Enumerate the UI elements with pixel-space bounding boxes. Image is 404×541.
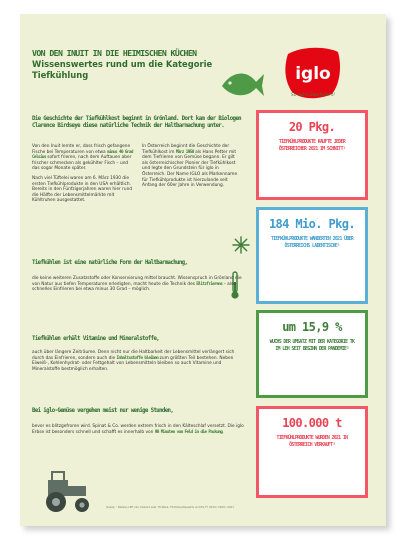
- section-text: [32, 276, 244, 293]
- intro-lead: Die Geschichte der Tiefkühlkost beginnt in Grönland. Dort kam der Biologen Clarence Birdseye diese natürliche Technik der Haltbarmachung unter.: [32, 116, 241, 130]
- section-body: .: [222, 429, 224, 435]
- page-subtitle: Wissenswertes rund um die Kategorie Tiefkühlung: [32, 59, 213, 80]
- stat-description: TIEFKÜHLPRODUKTE WANDERTEN 2021 ÜBER ÖSTERREICHS LADENTISCHE¹: [270, 237, 354, 249]
- stat-description: TIEFKÜHLPRODUKTE KAUFTE JEDER ÖSTERREICHER 2021 IM SCHNITT¹: [278, 140, 346, 152]
- section-body: zum größten Teil bestehen. Neben Eiweiß-, Kohlenhydrat- oder Fettgehalt von Lebensmitteln bleiben so auch Vitamine und Mineralstoffe bestmöglich erhalten.: [32, 355, 234, 372]
- section-heading: Bei iglo-Gemüse vergehen meist nur wenige Stunden,: [32, 408, 174, 414]
- section-body: die keine weiteren Zusatzstoffe oder Konservierung mittel braucht. Wissenspruch in Grönland die von Natur aus tiefen Temperaturen erledigten, macht heute die Technik des: [32, 276, 242, 287]
- stat-box: [256, 207, 368, 304]
- intro-text: sofort frieren, nach dem Auftauen aber frischer schmecken als gekühlter Fisch – und das sogar Monate später.: [32, 155, 132, 172]
- svg-text:iglo: iglo: [295, 64, 331, 84]
- section-body: bevor es blitzgefroren wird. Spinat & Co. werden extrem frisch in den Kälteschlaf versetzt. Die iglo Erbse ist besonders schnell und schafft es innerhalb von: [32, 424, 244, 435]
- intro-column-left: [32, 144, 136, 204]
- page-title: VON DEN INUIT IN DIE HEIMISCHEN KÜCHEN: [32, 48, 197, 58]
- intro-text: Von den Inuit lernte er, dass frisch gefangene Fische bei Temperaturen von etwa: [32, 144, 131, 155]
- intro-text: In Österreich beginnt die Geschichte der Tiefkühlkost im: [142, 144, 230, 155]
- fish-icon: [218, 66, 266, 100]
- section-highlight: Blitzfrierens: [196, 281, 223, 287]
- logo-tagline: So wie's Geschickt's!: [291, 92, 335, 97]
- section-heading: Tiefkühlen erhält Vitamine und Mineralstoffe,: [32, 336, 160, 342]
- tractor-illustration: [38, 466, 96, 514]
- section-text: [32, 350, 244, 372]
- section-body: – also schnelles Einfrieren bei etwa minus 30 Grad – möglich.: [32, 281, 236, 293]
- stat-box: [256, 310, 368, 398]
- stat-value: 20 Pkg.: [288, 120, 336, 134]
- stat-description: TIEFKÜHLPRODUKTE WURDEN 2021 IN ÖSTERREICH VERKAUFT³: [276, 436, 348, 448]
- section-highlight: 90 Minuten vom Feld in die Packung: [154, 429, 223, 435]
- stat-box: [256, 110, 368, 200]
- stat-description: WUCHS DER UMSATZ MIT DER KATEGORIE TK IM LEH SEIT BEGINN DER PANDEMIE²: [269, 340, 355, 352]
- stat-box: [256, 406, 368, 498]
- intro-text: Nach viel Tüftelei waren am 6. März 1930 die ersten Tiefkühlprodukte in den USA erhältlich. Bereits in den Fünfzigerjahren waren hier rund die Hälfte der Lebensmittelmärkte mit Kühltruhen ausgestattet.: [32, 175, 133, 204]
- section-highlight: Inhaltsstoffe bleiben: [116, 355, 159, 361]
- intro-text: als Hans Petter mit dem Tiefrieren von Gemüse begann. Er gilt als österreichischer Pionier der Tiefkühlkost und legte den Grundstein für iglo in Österreich. Der Name IGLO als Markenname für Tiefkühlprodukte ist hierzulande seit Anfang der 60er Jahre in Verwendung.: [142, 149, 238, 189]
- intro-column-right: [142, 144, 242, 189]
- document-page: [20, 14, 386, 526]
- section-text: [32, 424, 244, 435]
- stat-value: um 15,9 %: [282, 320, 342, 334]
- section-heading: Tiefkühlen ist eine natürliche Form der Haltbarmachung,: [32, 260, 188, 266]
- source-footnote: Quelle: ¹ Nielsen LEH inkl. Diskont exkl. TK-Pizza, TK-Torten/Desserts und Eis FY 2019 / 2020 / 2021: [106, 506, 234, 509]
- intro-highlight: minus 40 Grad Celsius: [32, 149, 133, 161]
- intro-highlight: März 1950: [175, 149, 194, 155]
- stat-value: 100.000 t: [282, 416, 342, 430]
- section-body: auch über längere Zeiträume. Denn nicht nur die Haltbarkeit der Lebensmittel verlängert sich durch das Einfrieren, sondern auch die: [32, 350, 235, 361]
- snowflake-icon: [232, 236, 250, 254]
- stat-value: 184 Mio. Pkg.: [268, 217, 356, 231]
